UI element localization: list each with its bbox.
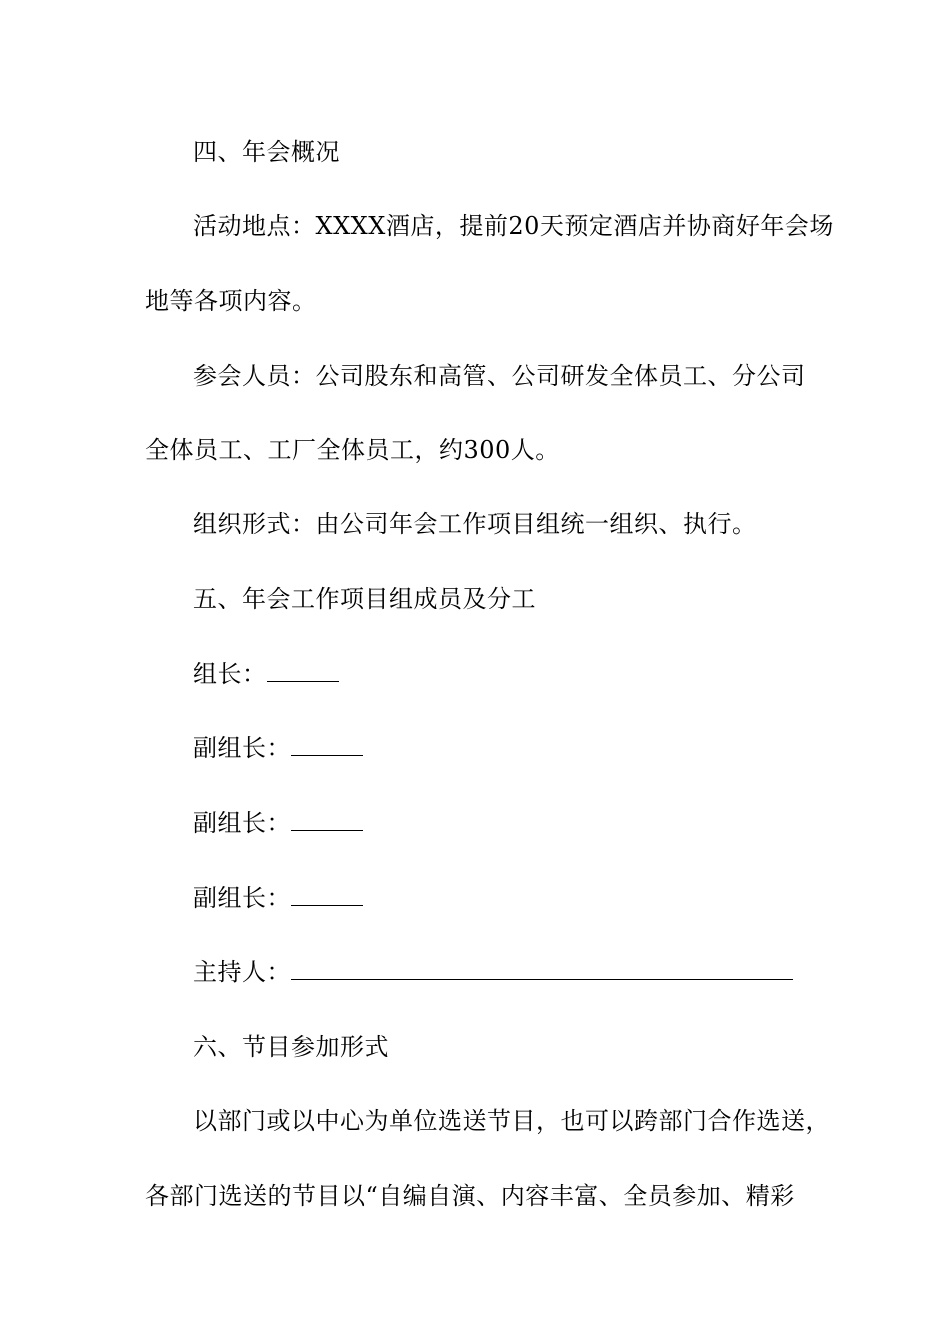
vice-leader-label-2: 副组长：	[193, 809, 291, 837]
vice-leader-row-3	[193, 882, 873, 914]
venue-text-line-2: 地等各项内容。	[145, 287, 317, 315]
organization-text: 组织形式：由公司年会工作项目组统一组织、执行。	[193, 510, 757, 538]
venue-text-line-1: 活动地点：XXXX酒店，提前20天预定酒店并协商好年会场	[193, 212, 834, 240]
vice-leader-label-1: 副组长：	[193, 734, 291, 762]
vice-leader-blank-line-2	[291, 808, 363, 831]
attendees-text-line-2: 全体员工、工厂全体员工，约300人。	[145, 436, 560, 464]
program-text-line-1: 以部门或以中心为单位选送节目，也可以跨部门合作选送，	[193, 1107, 830, 1135]
vice-leader-row-2	[193, 807, 873, 839]
leader-row	[193, 658, 873, 690]
vice-leader-label-3: 副组长：	[193, 884, 291, 912]
section-heading-6: 六、节目参加形式	[193, 1033, 389, 1061]
leader-blank-line	[267, 659, 339, 682]
vice-leader-blank-line-1	[291, 733, 363, 756]
program-text-line-2: 各部门选送的节目以“自编自演、内容丰富、全员参加、精彩	[145, 1182, 795, 1210]
section-heading-4: 四、年会概况	[193, 138, 340, 166]
host-row	[193, 956, 873, 988]
vice-leader-blank-line-3	[291, 883, 363, 906]
vice-leader-row-1	[193, 732, 873, 764]
attendees-text-line-1: 参会人员：公司股东和高管、公司研发全体员工、分公司	[193, 362, 806, 390]
host-label: 主持人：	[193, 958, 291, 986]
host-blank-line	[291, 957, 793, 980]
section-heading-5: 五、年会工作项目组成员及分工	[193, 585, 536, 613]
leader-label: 组长：	[193, 660, 267, 688]
